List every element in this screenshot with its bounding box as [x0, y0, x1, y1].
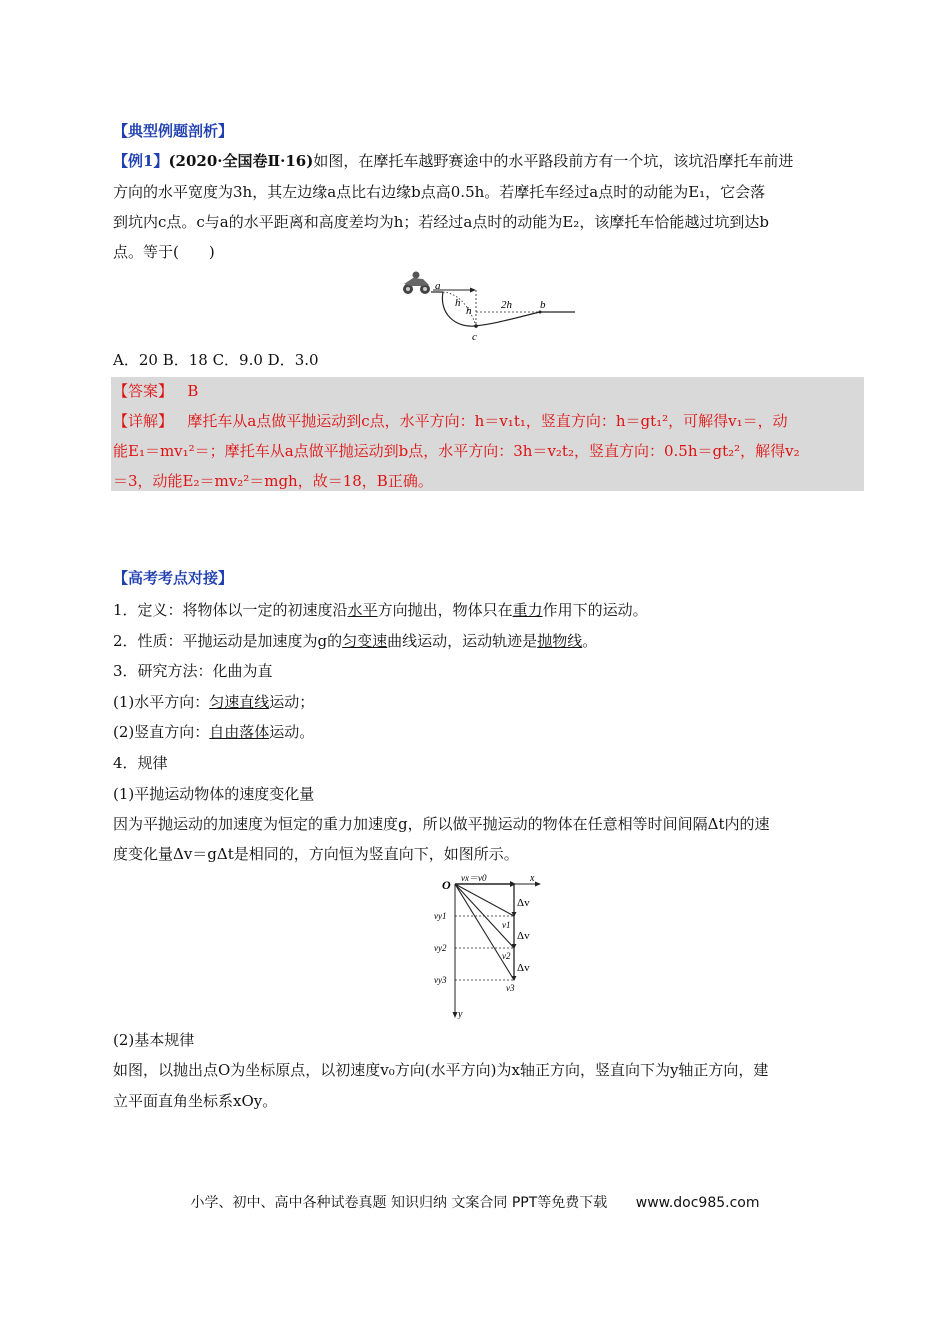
detail-label: 【详解】 [113, 412, 174, 430]
label-a: a [435, 280, 441, 292]
label-c: c [472, 331, 477, 343]
label-vx: vx＝v0 [461, 873, 487, 883]
detail-line-2: 能E₁＝mv₁²＝；摩托车从a点做平抛运动到b点，水平方向：3h＝v₂t₂，竖直方向：0.5h＝gt₂²，解得v₂ [113, 442, 800, 460]
item-1: 1．定义：将物体以一定的初速度沿水平方向抛出，物体只在重力作用下的运动。 [113, 601, 648, 619]
item-3a: (1)水平方向：匀速直线运动； [113, 693, 315, 711]
footer [0, 1192, 950, 1212]
label-dv-2: Δv [517, 930, 530, 942]
label-2h: 2h [501, 299, 512, 311]
item-4b-line-2: 立平面直角坐标系xOy。 [113, 1092, 278, 1110]
label-dv-1: Δv [517, 897, 530, 909]
item-4b: (2)基本规律 [113, 1031, 195, 1049]
item-4: 4．规律 [113, 754, 168, 772]
answer-label: 【答案】 [113, 382, 174, 400]
section-heading-points: 【高考考点对接】 [113, 569, 234, 587]
answer-line [113, 381, 198, 401]
item-3: 3．研究方法：化曲为直 [113, 662, 273, 680]
label-O: O [442, 878, 451, 892]
item-4a-line-2: 度变化量Δv＝gΔt是相同的，方向恒为竖直向下，如图所示。 [113, 845, 519, 863]
item-4b-line-1: 如图，以抛出点O为坐标原点，以初速度v₀方向(水平方向)为x轴正方向，竖直向下为y轴正方向，建 [113, 1061, 769, 1079]
detail-line-1: 【详解】 摩托车从a点做平抛运动到c点，水平方向：h＝v₁t₁，竖直方向：h＝gt₁²，可解得v₁＝，动 [113, 412, 788, 430]
label-b: b [540, 299, 546, 311]
example-text-1: 如图，在摩托车越野赛途中的水平路段前方有一个坑，该坑沿摩托车前进 [313, 152, 794, 170]
pit-diagram [395, 268, 580, 344]
item-2: 2．性质：平抛运动是加速度为g的匀变速曲线运动，运动轨迹是抛物线。 [113, 632, 598, 650]
label-v3: v3 [506, 983, 515, 993]
underline-free-fall: 自由落体 [209, 723, 270, 741]
label-vy2: vy2 [434, 943, 447, 953]
label-y: y [458, 1009, 463, 1019]
label-h-left: h [455, 297, 461, 309]
motorcycle-icon [403, 272, 430, 295]
example-line-1 [113, 151, 793, 171]
underline-horizontal: 水平 [347, 601, 378, 619]
item-4a-line-1: 因为平抛运动的加速度为恒定的重力加速度g，所以做平抛运动的物体在任意相等时间间隔Δt内的速 [113, 815, 770, 833]
label-vy1: vy1 [434, 911, 447, 921]
options: A．20 B．18 C．9.0 D．3.0 [113, 351, 319, 369]
velocity-diagram [430, 871, 545, 1019]
answer-value: B [187, 382, 199, 400]
example-source: (2020·全国卷Ⅱ·16) [168, 152, 314, 170]
underline-parabola: 抛物线 [537, 632, 583, 650]
example-label: 【例1】 [113, 152, 169, 170]
detail-line-3: ＝3，动能E₂＝mv₂²＝mgh，故＝18，B正确。 [113, 472, 433, 490]
footer-url[interactable]: www.doc985.com [635, 1195, 760, 1211]
item-4a: (1)平抛运动物体的速度变化量 [113, 785, 315, 803]
label-v2: v2 [502, 951, 511, 961]
label-v1: v1 [502, 920, 511, 930]
underline-uniform-accel: 匀变速 [342, 632, 388, 650]
item-3b: (2)竖直方向：自由落体运动。 [113, 723, 315, 741]
label-dv-3: Δv [517, 962, 530, 974]
example-line-4: 点。等于( ) [113, 243, 215, 261]
underline-gravity: 重力 [512, 601, 543, 619]
footer-text: 小学、初中、高中各种试卷真题 知识归纳 文案合同 PPT等免费下载 [190, 1195, 608, 1211]
underline-uniform-linear: 匀速直线 [209, 693, 270, 711]
label-x: x [530, 873, 535, 884]
label-h-mid: h [466, 305, 472, 317]
example-line-2: 方向的水平宽度为3h，其左边缘a点比右边缘b点高0.5h。若摩托车经过a点时的动能为E₁，它会落 [113, 183, 766, 201]
section-heading-examples: 【典型例题剖析】 [113, 122, 234, 140]
example-line-3: 到坑内c点。c与a的水平距离和高度差均为h；若经过a点时的动能为E₂，该摩托车恰能越过坑到达b [113, 213, 769, 231]
label-vy3: vy3 [434, 975, 447, 985]
